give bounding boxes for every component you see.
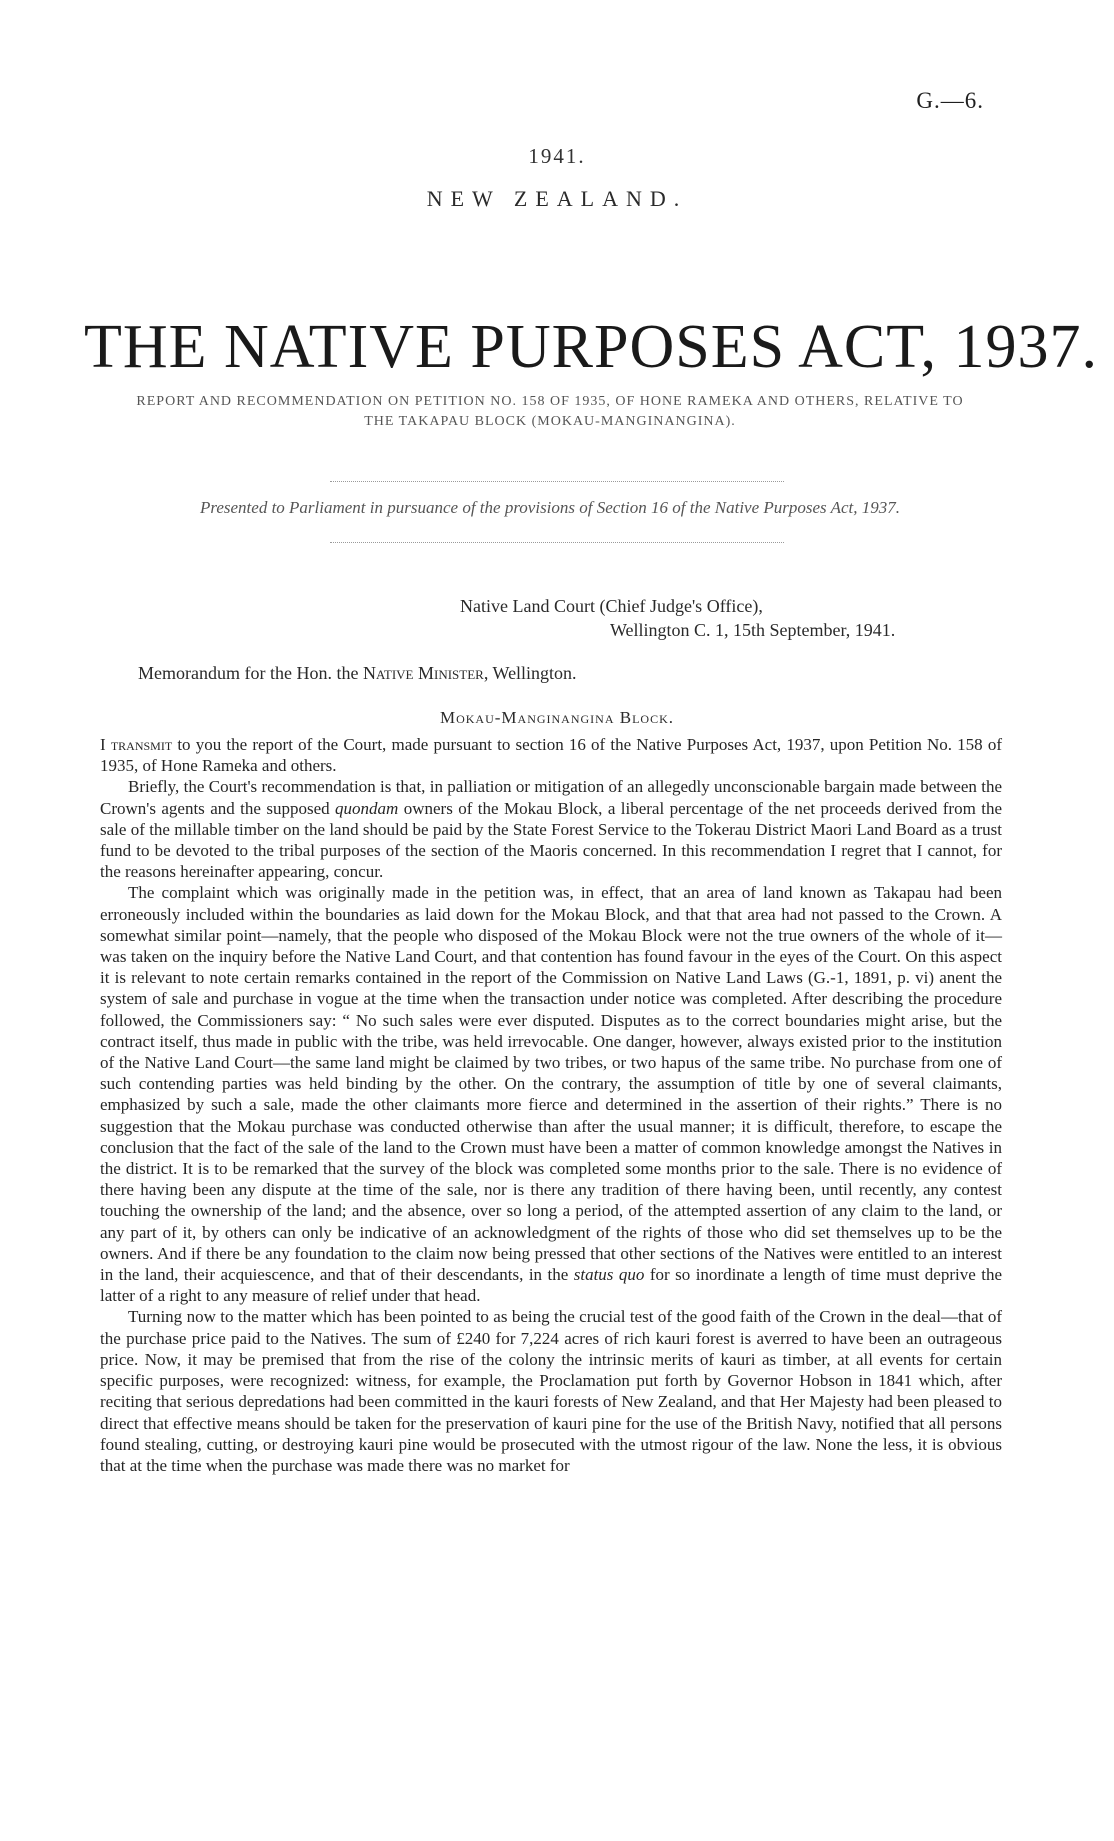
paragraph-2 (100, 776, 1002, 882)
paragraph-3-italic: status quo (573, 1265, 645, 1285)
paragraph-2-text-a: Briefly, the Court's recommendation is that, in palliation or mitigation of an allegedly unconscionable bargain made between the Crown's agents and the supposed (100, 777, 1002, 818)
country-heading: NEW ZEALAND. (426, 186, 688, 211)
paragraph-2-italic: quondam (335, 798, 399, 818)
divider-top (330, 481, 784, 482)
memo-minister: Native Minister (362, 663, 484, 683)
paragraph-3-text-b: for so inordinate a length of time must deprive the latter of a right to any measure of relief under that head. (100, 1265, 1002, 1306)
paragraph-4 (100, 1306, 1002, 1476)
memo-prefix: Memorandum for the Hon. the (138, 663, 359, 683)
section-heading: Mokau-Manginangina Block. (439, 708, 675, 727)
publication-year: 1941. (528, 144, 586, 168)
sender-address (460, 594, 895, 642)
divider-bottom (330, 542, 784, 543)
paragraph-1 (100, 734, 1002, 776)
memo-suffix: , Wellington. (483, 663, 577, 683)
memorandum-line (138, 663, 577, 684)
memo-body (100, 734, 1002, 1476)
document-title: THE NATIVE PURPOSES ACT, 1937. (84, 313, 1099, 381)
paragraph-1-lead: I transmit (100, 735, 173, 754)
paper-reference: G.—6. (916, 88, 984, 113)
address-line-1: Native Land Court (Chief Judge's Office), (460, 596, 763, 616)
paragraph-2-text-b: owners of the Mokau Block, a liberal percentage of the net proceeds derived from the sale of the millable timber on the land should be paid by the State Forest Service to the Tokerau District Maori Land Board as a trust fund to be devoted to the tribal purposes of the section of the Maoris concerned. In this recommendation I regret that I cannot, for the reasons hereinafter appearing, concur. (100, 798, 1002, 882)
paragraph-4-text: Turning now to the matter which has been pointed to as being the crucial test of the good faith of the Crown in the deal—that of the purchase price paid to the Natives. The sum of £240 for 7,224 acres of rich kauri forest is averred to have been an outrageous price. Now, it may be premised that from the rise of the colony the intrinsic merits of kauri as timber, at all events for certain specific purposes, were recognized: witness, for example, the Proclamation put forth by Governor Hobson in 1841 which, after reciting that serious depredations had been committed in the kauri forests of New Zealand, and that Her Majesty had been pleased to direct that effective means should be taken for the preservation of kauri pine for the use of the British Navy, notified that all persons found stealing, cutting, or destroying kauri pine would be prosecuted with the utmost rigour of the law. None the less, it is obvious that at the time when the purchase was made there was no market for (100, 1307, 1002, 1475)
paragraph-3 (100, 882, 1002, 1306)
paragraph-1-text: to you the report of the Court, made pursuant to section 16 of the Native Purposes Act, 1937, upon Petition No. 158 of 1935, of Hone Rameka and others. (100, 735, 1003, 776)
address-line-2: Wellington C. 1, 15th September, 1941. (610, 620, 896, 640)
document-subtitle: REPORT AND RECOMMENDATION ON PETITION NO. 158 OF 1935, OF HONE RAMEKA AND OTHERS, RELATIVE TO THE TAKAPAU BLOCK (MOKAU-MANGINANGINA). (136, 394, 964, 429)
paragraph-3-text-a: The complaint which was originally made in the petition was, in effect, that an area of land known as Takapau had been erroneously included within the boundaries as laid down for the Mokau Block, and that that area had not passed to the Crown. A somewhat similar point—namely, that the people who disposed of the Mokau Block were not the true owners of the whole of it—was taken on the inquiry before the Native Land Court, and that contention has found favour in the eyes of the Court. On this aspect it is relevant to note certain remarks contained in the report of the Commission on Native Land Laws (G.-1, 1891, p. vi) anent the system of sale and purchase in vogue at the time when the transaction under notice was completed. After describing the procedure followed, the Commissioners say: “ No such sales were ever disputed. Disputes as to the correct boundaries might arise, but the contract itself, thus made in public with the tribe, was held irrevocable. One danger, however, always existed prior to the institution of the Native Land Court—the same land might be claimed by two tribes, or two hapus of the same tribe. No purchase from one of such contending parties was held binding by the other. On the contrary, the assumption of title by one of several claimants, emphasized by such a sale, made the other claimants more fierce and determined in the assertion of their rights.” There is no suggestion that the Mokau purchase was conducted otherwise than after the usual manner; it is difficult, therefore, to escape the conclusion that the fact of the sale of the land to the Crown must have been a matter of common knowledge amongst the Natives in the district. It is to be remarked that the survey of the block was completed some months prior to the sale. There is no evidence of there having been any dispute at the time of the sale, nor is there any tradition of there having been, until recently, any contest touching the ownership of the land; and the absence, over so long a period, of the attempted assertion of any claim to the land, or any part of it, by others can only be indicative of an acknowledgment of the rights of those who did set themselves up to be the owners. And if there be any foundation to the claim now being pressed that other sections of the Natives were entitled to an interest in the land, their acquiescence, and that of their descendants, in the (100, 883, 1002, 1285)
presented-notice: Presented to Parliament in pursuance of the provisions of Section 16 of the Native Purposes Act, 1937. (199, 498, 901, 517)
